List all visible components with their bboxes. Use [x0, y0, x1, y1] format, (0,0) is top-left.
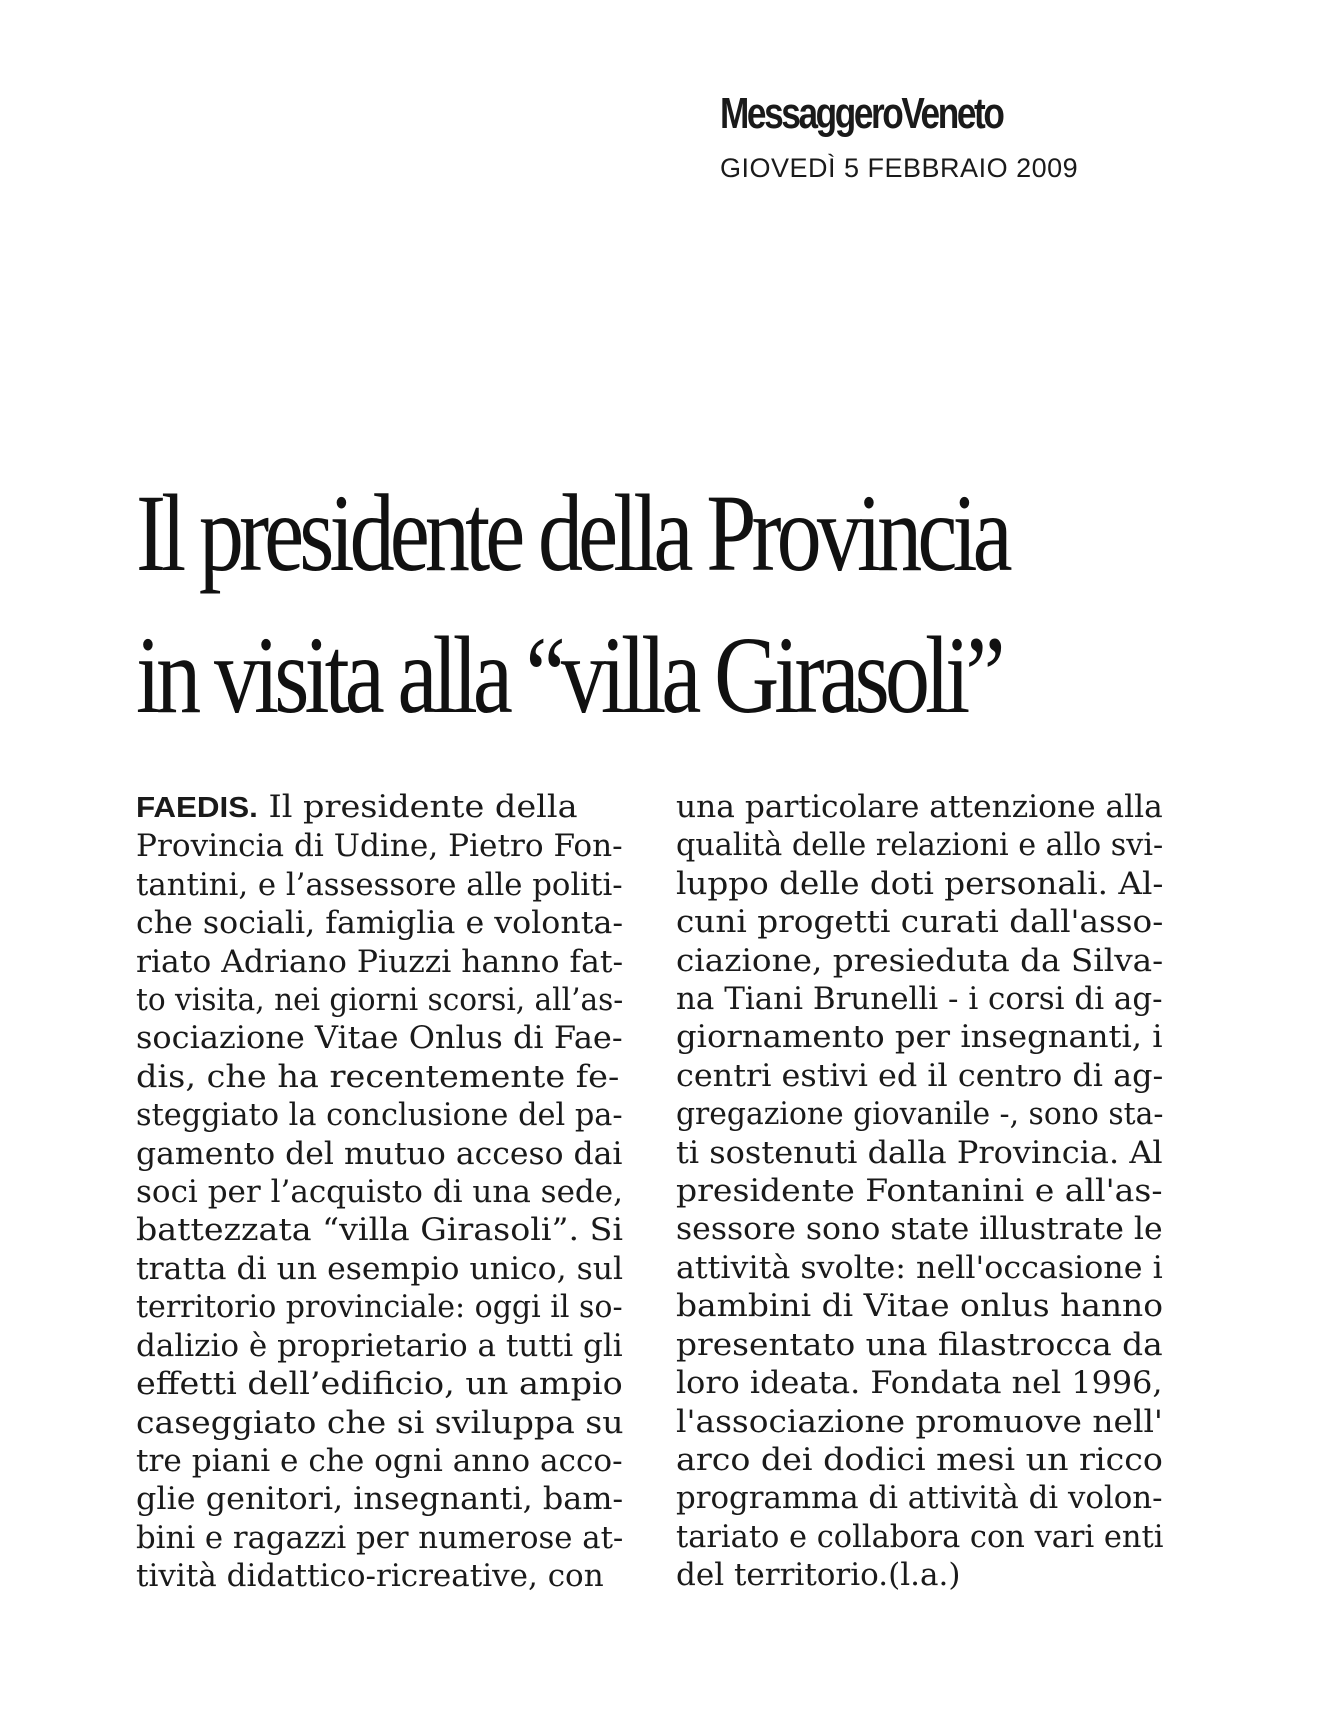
article-line: tratta di un esempio unico, sul [136, 1250, 624, 1287]
article-dateline: FAEDIS. [136, 792, 258, 824]
article-line: una particolare attenzione alla [676, 789, 1163, 825]
headline-line-2: in visita alla “villa Girasoli” [136, 614, 1001, 736]
article-column-left [136, 788, 623, 1596]
article-line: to visita, nei giorni scorsi, all’as- [136, 982, 624, 1019]
article-line: glie genitori, insegnanti, bam- [136, 1481, 624, 1518]
article-line: arco dei dodici mesi un ricco [676, 1441, 1163, 1478]
publication-date: GIOVEDÌ 5 FEBBRAIO 2009 [720, 153, 1079, 183]
article-line: loro ideata. Fondata nel 1996, [676, 1365, 1163, 1402]
article-line: l'associazione promuove nell' [676, 1403, 1163, 1440]
article-line: territorio provinciale: oggi il so- [136, 1289, 623, 1326]
article-line: na Tiani Brunelli - i corsi di ag- [676, 981, 1163, 1018]
article-line: sessore sono state illustrate le [676, 1211, 1163, 1248]
article-line: programma di attività di volon- [676, 1480, 1163, 1517]
article-line: tantini, e l’assessore alle politi- [136, 866, 623, 903]
masthead [720, 88, 1160, 186]
article-line: centri estivi ed il centro di ag- [676, 1057, 1164, 1094]
article-line: riato Adriano Piuzzi hanno fat- [136, 943, 624, 980]
headline [136, 462, 1196, 746]
article-line: battezzata “villa Girasoli”. Si [136, 1212, 624, 1249]
article-line: qualità delle relazioni e allo svi- [676, 827, 1164, 864]
article-line: Provincia di Udine, Pietro Fon- [136, 828, 623, 865]
article-line-text: Il presidente della [257, 789, 578, 825]
article-line: attività svolte: nell'occasione i [676, 1249, 1163, 1286]
article-line: tività didattico-ricreative, con [136, 1558, 604, 1595]
article-line: dalizio è proprietario a tutti gli [136, 1327, 623, 1364]
article-line: steggiato la conclusione del pa- [136, 1097, 623, 1134]
article-line: dis, che ha recentemente fe- [136, 1058, 620, 1095]
article-line: bini e ragazzi per numerose at- [136, 1519, 624, 1556]
article-line: gregazione giovanile -, sono sta- [676, 1096, 1164, 1133]
article-line: presentato una filastrocca da [676, 1326, 1163, 1363]
article-line: soci per l’acquisto di una sede, [136, 1174, 623, 1211]
article-line: presidente Fontanini e all'as- [676, 1173, 1163, 1210]
article-line: del territorio.(l.a.) [676, 1557, 961, 1594]
headline-line-1: Il presidente della Provincia [136, 472, 1008, 594]
article-line: ciazione, presieduta da Silva- [676, 942, 1164, 979]
article-column-right [676, 788, 1163, 1595]
article-line: che sociali, famiglia e volonta- [136, 905, 624, 942]
article-line: caseggiato che si sviluppa su [136, 1404, 624, 1441]
article-line: cuni progetti curati dall'asso- [676, 904, 1164, 941]
newspaper-name: MessaggeroVeneto [720, 89, 1003, 138]
article-line: luppo delle doti personali. Al- [676, 865, 1164, 902]
article-line: ti sostenuti dalla Provincia. Al [676, 1134, 1163, 1171]
article-line: bambini di Vitae onlus hanno [676, 1288, 1164, 1325]
article-line [136, 788, 662, 827]
article-line: effetti dell’edificio, un ampio [136, 1366, 623, 1403]
article-line: tre piani e che ogni anno acco- [136, 1442, 623, 1479]
article-line: giornamento per insegnanti, i [676, 1019, 1163, 1056]
article-line: sociazione Vitae Onlus di Fae- [136, 1020, 623, 1057]
article-line: tariato e collabora con vari enti [676, 1518, 1164, 1555]
article-line: gamento del mutuo acceso dai [136, 1135, 623, 1172]
